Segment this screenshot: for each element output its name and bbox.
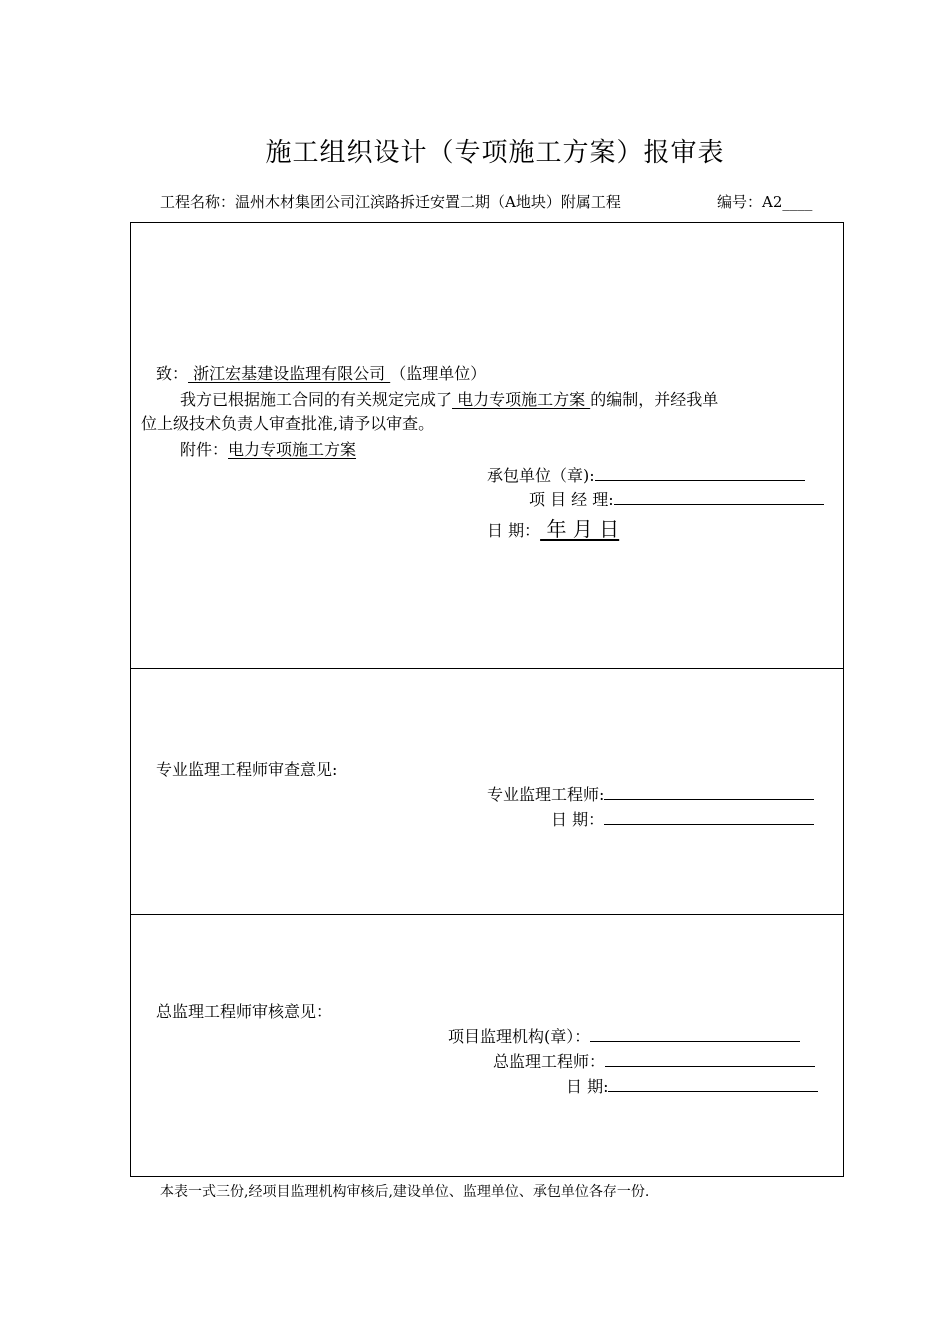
engineer-row: 专业监理工程师: [487, 782, 814, 805]
contractor-signature-field[interactable] [595, 464, 805, 481]
project-name: 工程名称：温州木材集团公司江滨路拆迁安置二期（A地块）附属工程 [160, 193, 621, 211]
supervisor-org: 浙江宏基建设监理有限公司 [188, 364, 391, 383]
chief-signature-field[interactable] [605, 1050, 815, 1067]
page-title: 施工组织设计（专项施工方案）报审表 [265, 138, 725, 168]
org-row: 项目监理机构(章）： [448, 1024, 800, 1047]
body-line-2: 位上级技术负责人审查批准,请予以审查。 [141, 414, 435, 433]
form-number: 编号：A2____ [717, 193, 813, 211]
attachment-line: 附件：电力专项施工方案 [180, 440, 357, 459]
engineer-signature-field[interactable] [604, 783, 814, 800]
chief-opinion-label: 总监理工程师审核意见： [156, 1002, 333, 1021]
chief-row: 总监理工程师： [493, 1049, 815, 1072]
contractor-row: 承包单位（章): [487, 463, 805, 486]
body-line-1: 我方已根据施工合同的有关规定完成了 电力专项施工方案 的编制，并经我单 [180, 390, 719, 409]
section-chief-review [130, 914, 844, 1177]
chief-date-field[interactable] [608, 1075, 818, 1092]
attachment-value: 电力专项施工方案 [228, 440, 357, 459]
addressee-line: 致： 浙江宏基建设监理有限公司 （监理单位） [156, 364, 487, 383]
footer-note: 本表一式三份,经项目监理机构审核后,建设单位、监理单位、承包单位各存一份. [160, 1184, 650, 1200]
date-row-2: 日 期： [551, 807, 814, 830]
engineer-date-field[interactable] [604, 808, 814, 825]
pm-signature-field[interactable] [614, 488, 824, 505]
org-seal-field[interactable] [590, 1025, 800, 1042]
section-submission [130, 222, 844, 669]
pm-row: 项 目 经 理: [529, 487, 824, 510]
plan-name: 电力专项施工方案 [452, 390, 591, 409]
date-row-3: 日 期: [566, 1074, 818, 1097]
section-engineer-review [130, 668, 844, 915]
date-row-1: 日 期： 年 月 日 [487, 517, 620, 541]
engineer-opinion-label: 专业监理工程师审查意见: [156, 760, 338, 779]
date-value[interactable]: 年 月 日 [540, 517, 620, 541]
